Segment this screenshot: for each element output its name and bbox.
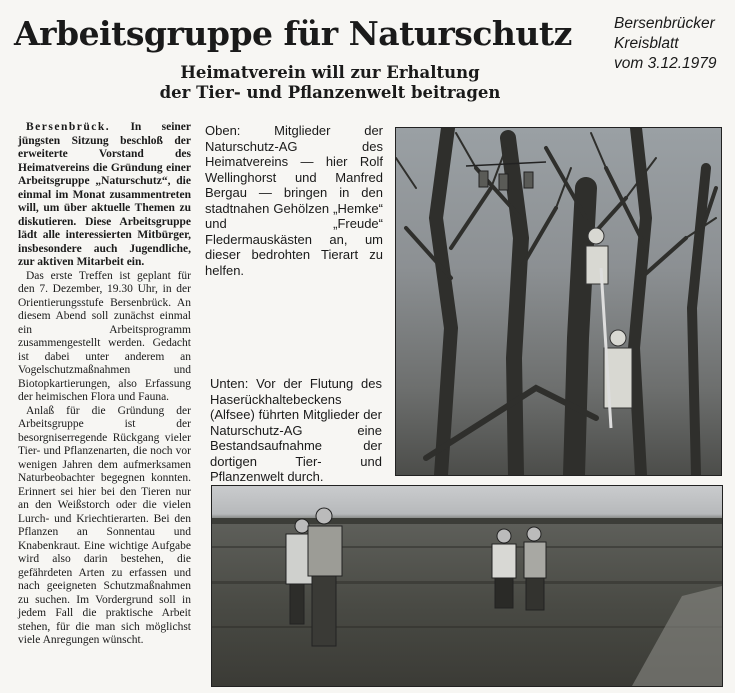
photo-bat-boxes: [395, 127, 722, 476]
source-line-3: vom 3.12.1979: [614, 55, 717, 72]
people-figures: [286, 508, 546, 646]
photo-caption-bottom: Unten: Vor der Flutung des Haserückhaltebeckens (Alfsee) führten Mitglieder der Naturschutz-AG eine Bestandsaufnahme der dortigen Tier- und Pflanzenwelt durch.: [210, 376, 382, 484]
dateline: Bersenbrück.: [26, 121, 111, 133]
article-body: [18, 121, 191, 648]
subhead-line-2: der Tier- und Pflanzenwelt beitragen: [159, 83, 501, 102]
photo-meadow-illustration: [212, 486, 722, 686]
photo-trees-illustration: [396, 128, 721, 475]
article-paragraph: Das erste Treffen ist geplant für den 7. Dezember, 19.30 Uhr, in der Orientierungsstufe Bersenbrück. An diesem Abend soll zunächst einmal ein Arbeitsprogramm zusammengestellt werden. Gedacht ist dabei unter anderem an Vogelschutzmaßnahmen und Biotopkartierungen, also Erfassung der heimischen Flora und Fauna.: [18, 269, 191, 403]
source-line-1: Bersenbrücker: [614, 15, 715, 32]
headline: Arbeitsgruppe für Naturschutz: [14, 14, 572, 53]
lead-text: In seiner jüngsten Sitzung beschloß der erweiterte Vorstand des Heimatvereins die Gründung einer Arbeitsgruppe „Naturschutz“, die einmal im Monat zusammentreten will, um über aktuelle Themen zu diskutieren. Diese Arbeitsgruppe lädt alle interessierten Mitbürger, insbesondere auch Jugendliche, zur aktiven Mitarbeit ein.: [18, 121, 191, 268]
source-note: [614, 14, 732, 74]
lead-paragraph: [18, 121, 191, 270]
photo-meadow: [211, 485, 723, 687]
subheadline: [90, 63, 570, 103]
photo-caption-top: Oben: Mitglieder der Naturschutz-AG des Heimatvereins — hier Rolf Wellinghorst und Manfred Bergau — bringen in den stadtnahen Gehölzen „Hemke“ und „Freude“ Fledermauskästen an, um dieser bedrohten Tierart zu helfen.: [205, 123, 383, 278]
article-paragraph: Anlaß für die Gründung der Arbeitsgruppe ist der besorgniserregende Rückgang vieler Tier- und Pflanzenarten, die noch vor wenigen Jahren dem aufmerksamen Naturbeobachter begegnen konnten. Erinnert sei hier bei den Tieren nur an den Weißstorch oder die vielen Lurch- und Kriechtierarten. Bei den Pflanzen an Sonnentau und Knabenkraut. Eine wichtige Aufgabe wird also darin bestehen, die gefährdeten Arten zu erfassen und nach geeigneten Schutzmaßnahmen zu suchen. Im Vordergrund soll in jedem Fall die praktische Arbeit stehen, für die man sich möglichst viele Anregungen wünscht.: [18, 404, 191, 646]
source-line-2: Kreisblatt: [614, 35, 679, 52]
subhead-line-1: Heimatverein will zur Erhaltung: [180, 63, 480, 82]
